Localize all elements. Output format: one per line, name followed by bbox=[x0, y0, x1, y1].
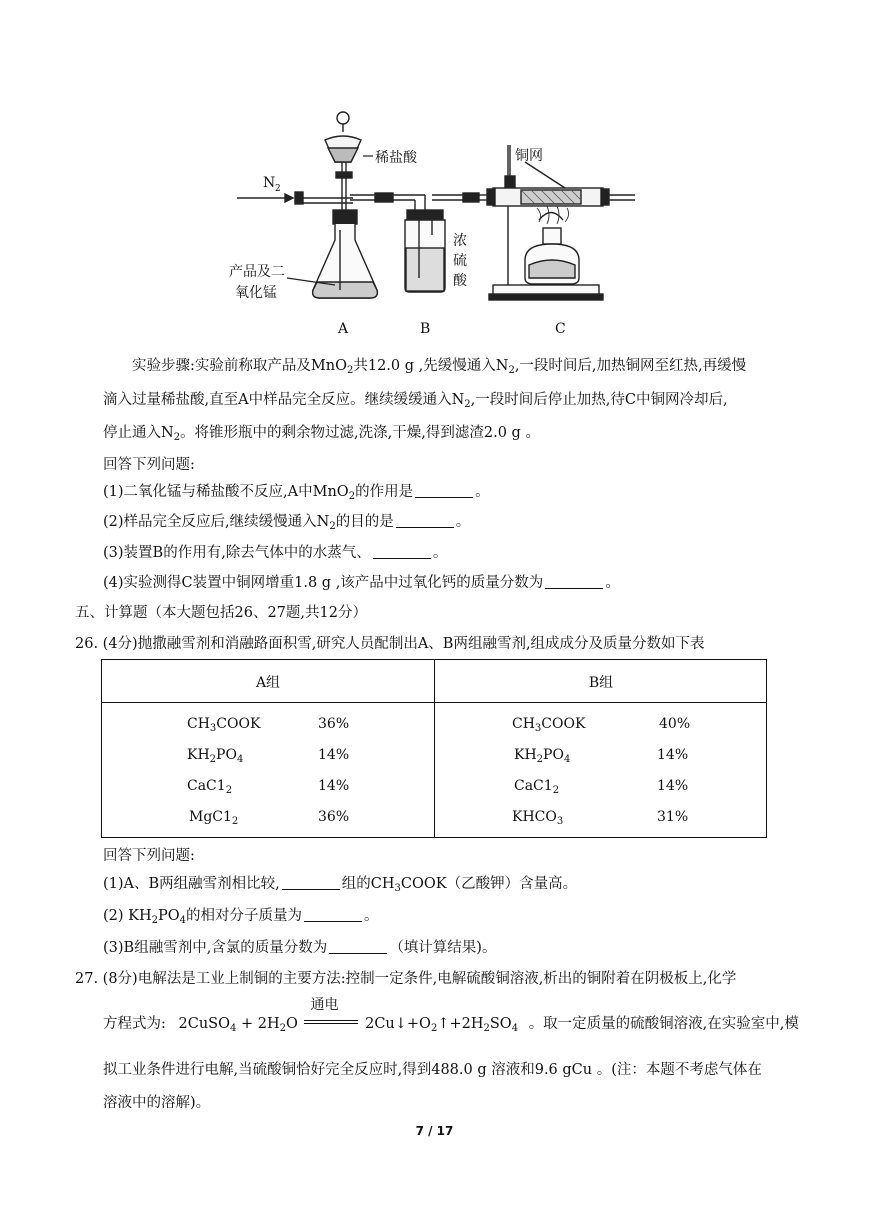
header-group-a: A组 bbox=[255, 675, 281, 691]
label-n2-sub: 2 bbox=[275, 184, 281, 194]
n2-arrow-head bbox=[285, 194, 293, 202]
b-row-1-name: $CH_3COOK$ bbox=[512, 716, 586, 734]
label-dilute-acid: 稀盐酸 bbox=[375, 150, 417, 166]
answer-prompt-1: 回答下列问题: bbox=[103, 457, 195, 473]
answer-prompt-2: 回答下列问题: bbox=[103, 848, 195, 864]
answer-blank[interactable] bbox=[415, 483, 473, 498]
b-row-2-name: $KH_2PO_4$ bbox=[514, 747, 571, 765]
question-26: 26. (4分)抛撒融雪剂和消融路面积雪,研究人员配制出A、B两组融雪剂,组成成分及质量分数如下表 bbox=[75, 636, 705, 652]
a-row-4-name: $MgC1_2$ bbox=[189, 809, 239, 827]
steps-line-1: 实验步骤:实验前称取产品及MnO$_2$共12.0 g ,先缓慢通入$N_2$,一段时间后,加热铜网至红热,再缓慢 bbox=[132, 358, 747, 376]
question-26-3: (3)B组融雪剂中,含氯的质量分数为 （填计算结果)。 bbox=[103, 940, 497, 956]
label-sulf: 硫 bbox=[453, 253, 467, 269]
a-row-2-name: $KH_2PO_4$ bbox=[187, 747, 244, 765]
b-row-3-pct: 14% bbox=[657, 778, 689, 794]
steps-line-3: 停止通入$N_2$。将锥形瓶中的剩余物过滤,洗涤,干燥,得到滤渣2.0 g 。 bbox=[103, 425, 540, 443]
answer-blank[interactable] bbox=[282, 875, 340, 890]
b-row-4-pct: 31% bbox=[657, 809, 689, 825]
label-product-l2: 氧化锰 bbox=[235, 285, 277, 301]
question-26-1: (1)A、B两组融雪剂相比较, 组的$CH_3COOK$（乙酸钾）含量高。 bbox=[103, 876, 578, 894]
question-27: 27. (8分)电解法是工业上制铜的主要方法:控制一定条件,电解硫酸铜溶液,析出的铜附着在阴极板上,化学 bbox=[75, 971, 737, 987]
section-5-heading: 五、计算题（本大题包括26、27题,共12分） bbox=[75, 605, 367, 621]
steps-line-2: 滴入过量稀盐酸,直至A中样品完全反应。继续缓缓通入$N_2$,一段时间后停止加热,待C中铜网冷却后, bbox=[103, 392, 728, 410]
composition-table bbox=[101, 659, 767, 838]
reaction-condition: 通电 bbox=[302, 1014, 360, 1028]
question-2: (2)样品完全反应后,继续缓慢通入$N_2$的目的是 。 bbox=[103, 514, 471, 532]
label-n2: N bbox=[263, 175, 276, 191]
q27-line-3: 拟工业条件进行电解,当硫酸铜恰好完全反应时,得到488.0 g 溶液和9.6 gCu 。(注：本题不考虑气体在 bbox=[103, 1062, 762, 1078]
a-row-1-name: $CH_3COOK$ bbox=[187, 716, 261, 734]
b-row-2-pct: 14% bbox=[657, 747, 689, 763]
b-row-1-pct: 40% bbox=[659, 716, 691, 732]
page-number: 7 / 17 bbox=[415, 1124, 454, 1138]
apparatus-figure bbox=[225, 100, 645, 345]
question-26-2: (2) $KH_2PO_4$的相对分子质量为 。 bbox=[103, 908, 379, 926]
q27-line-4: 溶液中的溶解)。 bbox=[103, 1095, 211, 1111]
answer-blank[interactable] bbox=[304, 907, 362, 922]
label-b: B bbox=[420, 321, 431, 337]
electrolysis-equation: 方程式为: 2CuSO$_4$ + $2H_2O$ 通电 $2Cu↓+O_2↑+2H_2SO_4$ 。取一定质量的硫酸铜溶液,在实验室中,模 bbox=[103, 997, 799, 1034]
label-conc: 浓 bbox=[453, 233, 467, 249]
answer-blank[interactable] bbox=[373, 544, 431, 559]
answer-blank[interactable] bbox=[545, 574, 603, 589]
a-row-4-pct: 36% bbox=[318, 809, 350, 825]
a-row-2-pct: 14% bbox=[318, 747, 350, 763]
label-product-l1: 产品及二 bbox=[229, 264, 285, 280]
a-row-1-pct: 36% bbox=[318, 716, 350, 732]
b-row-3-name: $CaC1_2$ bbox=[514, 778, 560, 796]
answer-blank[interactable] bbox=[396, 513, 454, 528]
a-row-3-name: $CaC1_2$ bbox=[187, 778, 233, 796]
question-3: (3)装置B的作用有,除去气体中的水蒸气、 。 bbox=[103, 545, 448, 561]
label-acid2: 酸 bbox=[453, 273, 467, 289]
header-group-b: B组 bbox=[588, 675, 614, 691]
b-row-4-name: $KHCO_3$ bbox=[512, 809, 564, 827]
a-row-3-pct: 14% bbox=[318, 778, 350, 794]
question-4: (4)实验测得C装置中铜网增重1.8 g ,该产品中过氧化钙的质量分数为 。 bbox=[103, 575, 620, 591]
label-c: C bbox=[555, 321, 566, 337]
answer-blank[interactable] bbox=[329, 939, 387, 954]
label-a: A bbox=[338, 321, 349, 337]
question-1: (1)二氧化锰与稀盐酸不反应,A中MnO$_2$的作用是 。 bbox=[103, 484, 490, 502]
label-copper-mesh: 铜网 bbox=[515, 148, 543, 164]
